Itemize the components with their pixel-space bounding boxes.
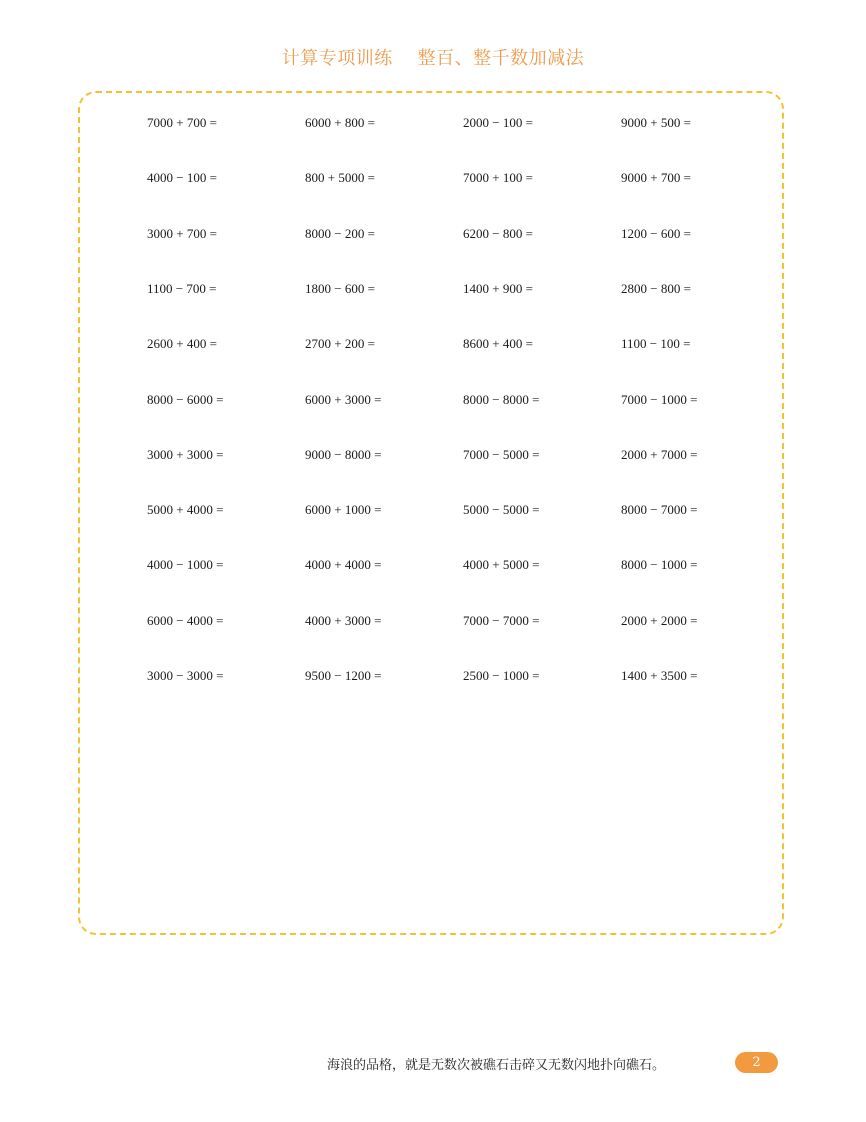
problem-r1-c1: 7000 + 700 = bbox=[147, 115, 217, 130]
problem-r6-c1: 8000 − 6000 = bbox=[147, 392, 224, 407]
problem-r9-c3: 4000 + 5000 = bbox=[463, 557, 540, 572]
problem-r6-c3: 8000 − 8000 = bbox=[463, 392, 540, 407]
problem-r5-c1: 2600 + 400 = bbox=[147, 336, 217, 351]
page-number-badge: 2 bbox=[735, 1052, 778, 1073]
problem-r8-c4: 8000 − 7000 = bbox=[621, 502, 698, 517]
problem-r11-c1: 3000 − 3000 = bbox=[147, 668, 224, 683]
problem-r4-c4: 2800 − 800 = bbox=[621, 281, 691, 296]
footer-quote: 海浪的品格，就是无数次被礁石击碎又无数闪地扑向礁石。 bbox=[327, 1058, 666, 1073]
problem-r1-c2: 6000 + 800 = bbox=[305, 115, 375, 130]
problem-r10-c4: 2000 + 2000 = bbox=[621, 613, 698, 628]
problem-r8-c2: 6000 + 1000 = bbox=[305, 502, 382, 517]
problem-r3-c3: 6200 − 800 = bbox=[463, 226, 533, 241]
problem-r7-c1: 3000 + 3000 = bbox=[147, 447, 224, 462]
problem-r1-c4: 9000 + 500 = bbox=[621, 115, 691, 130]
problem-r8-c3: 5000 − 5000 = bbox=[463, 502, 540, 517]
problem-r4-c3: 1400 + 900 = bbox=[463, 281, 533, 296]
problem-r7-c4: 2000 + 7000 = bbox=[621, 447, 698, 462]
problem-r7-c2: 9000 − 8000 = bbox=[305, 447, 382, 462]
problem-r2-c2: 800 + 5000 = bbox=[305, 170, 375, 185]
problem-r11-c4: 1400 + 3500 = bbox=[621, 668, 698, 683]
problem-r6-c4: 7000 − 1000 = bbox=[621, 392, 698, 407]
problem-r11-c3: 2500 − 1000 = bbox=[463, 668, 540, 683]
problem-r3-c4: 1200 − 600 = bbox=[621, 226, 691, 241]
problem-r9-c2: 4000 + 4000 = bbox=[305, 557, 382, 572]
problem-r3-c2: 8000 − 200 = bbox=[305, 226, 375, 241]
problem-r9-c1: 4000 − 1000 = bbox=[147, 557, 224, 572]
problem-r1-c3: 2000 − 100 = bbox=[463, 115, 533, 130]
problem-r2-c3: 7000 + 100 = bbox=[463, 170, 533, 185]
problem-r5-c2: 2700 + 200 = bbox=[305, 336, 375, 351]
problem-r9-c4: 8000 − 1000 = bbox=[621, 557, 698, 572]
problem-r4-c2: 1800 − 600 = bbox=[305, 281, 375, 296]
problem-r5-c3: 8600 + 400 = bbox=[463, 336, 533, 351]
problem-r11-c2: 9500 − 1200 = bbox=[305, 668, 382, 683]
problem-r10-c2: 4000 + 3000 = bbox=[305, 613, 382, 628]
problem-r6-c2: 6000 + 3000 = bbox=[305, 392, 382, 407]
problem-r7-c3: 7000 − 5000 = bbox=[463, 447, 540, 462]
problem-r2-c1: 4000 − 100 = bbox=[147, 170, 217, 185]
problem-r8-c1: 5000 + 4000 = bbox=[147, 502, 224, 517]
problem-r2-c4: 9000 + 700 = bbox=[621, 170, 691, 185]
problem-r5-c4: 1100 − 100 = bbox=[621, 336, 691, 351]
page-title: 计算专项训练 整百、整千数加减法 bbox=[281, 48, 585, 69]
problem-r3-c1: 3000 + 700 = bbox=[147, 226, 217, 241]
problem-r10-c1: 6000 − 4000 = bbox=[147, 613, 224, 628]
problem-r4-c1: 1100 − 700 = bbox=[147, 281, 217, 296]
problem-r10-c3: 7000 − 7000 = bbox=[463, 613, 540, 628]
